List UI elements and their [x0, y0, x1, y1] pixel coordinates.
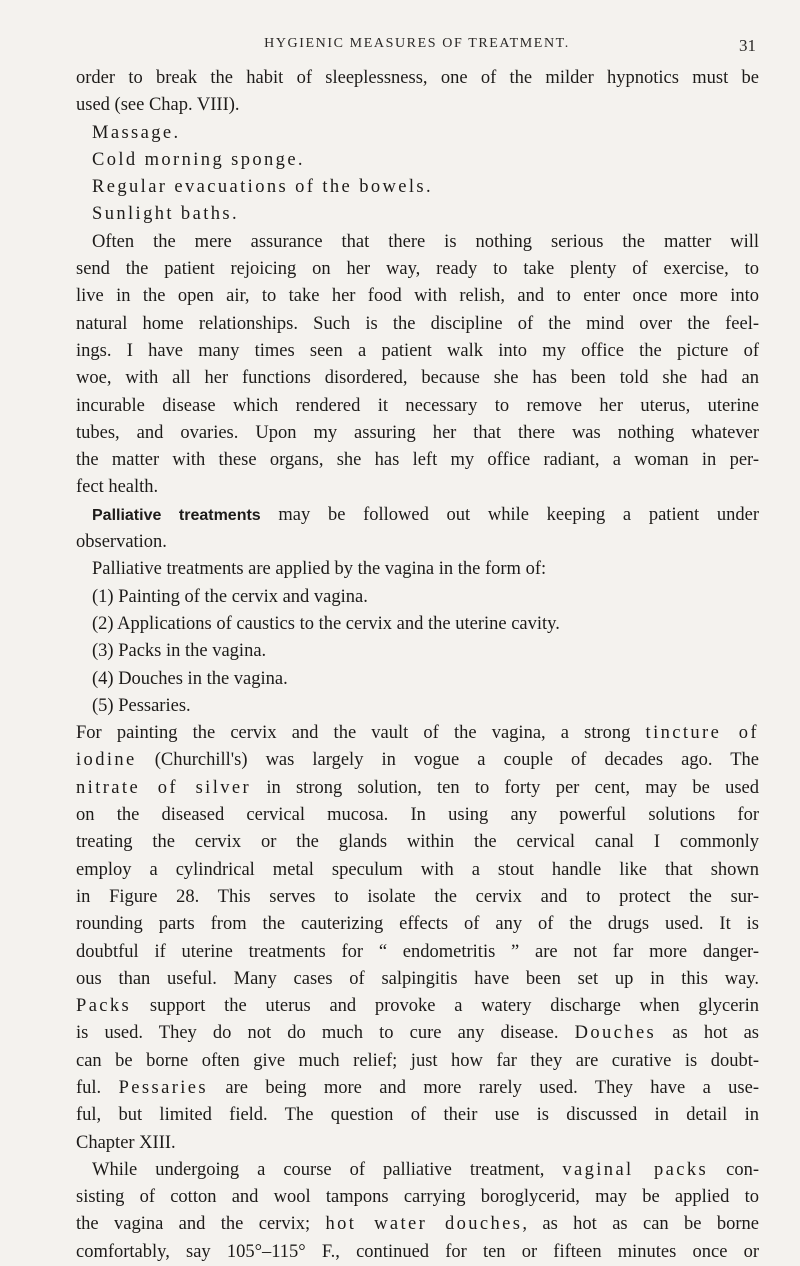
text-line: comfortably, say 105°–115° F., continued for ten or fifteen minutes once or	[76, 1241, 759, 1262]
text-line: sisting of cotton and wool tampons carrying boroglycerid, may be applied to	[76, 1187, 759, 1208]
text-line: Chapter XIII.	[76, 1132, 176, 1153]
text-line: order to break the habit of sleeplessness, one of the milder hypnotics must be	[76, 68, 759, 88]
page-header	[78, 36, 756, 56]
text-line: incurable disease which rendered it necessary to remove her uterus, uterine	[76, 395, 759, 416]
page-number: 31	[739, 36, 756, 55]
text-line: treating the cervix or the glands within the cervical canal I commonly	[76, 832, 759, 853]
text-line: Regular evacuations of the bowels.	[92, 177, 434, 198]
text-line: fect health.	[76, 477, 159, 498]
text-line: the vagina and the cervix; hot water douches, as hot as can be borne	[76, 1214, 759, 1235]
text-line: ful. Pessaries are being more and more rarely used. They have a use-	[76, 1077, 759, 1098]
text-line: Palliative treatments may be followed out while keeping a patient under	[92, 504, 759, 525]
text-line: in Figure 28. This serves to isolate the cervix and to protect the sur-	[76, 886, 759, 907]
text-line: employ a cylindrical metal speculum with a stout handle like that shown	[76, 859, 759, 880]
text-line: ous than useful. Many cases of salpingitis have been set up in this way.	[76, 968, 759, 989]
text-line: Massage.	[92, 122, 181, 143]
text-line: observation.	[76, 532, 167, 553]
text-line: used (see Chap. VIII).	[76, 95, 240, 116]
running-head: HYGIENIC MEASURES OF TREATMENT.	[264, 36, 570, 51]
text-line: iodine (Churchill's) was largely in vogue a couple of decades ago. The	[76, 750, 759, 771]
text-line: (5) Pessaries.	[92, 695, 191, 716]
text-line: While undergoing a course of palliative treatment, vaginal packs con-	[92, 1159, 759, 1180]
text-line: doubtful if uterine treatments for “ endometritis ” are not far more danger-	[76, 941, 759, 962]
text-line: Often the mere assurance that there is nothing serious the matter will	[92, 231, 759, 252]
text-line: natural home relationships. Such is the discipline of the mind over the feel-	[76, 313, 759, 334]
text-line: woe, with all her functions disordered, because she has been told she had an	[76, 368, 759, 389]
text-line: can be borne often give much relief; just how far they are curative is doubt-	[76, 1050, 759, 1071]
text-line: ful, but limited field. The question of their use is discussed in detail in	[76, 1105, 759, 1126]
text-line: Cold morning sponge.	[92, 149, 305, 170]
text-line: Packs support the uterus and provoke a watery discharge when glycerin	[76, 996, 759, 1017]
text-line: the matter with these organs, she has left my office radiant, a woman in per-	[76, 450, 759, 471]
text-line: For painting the cervix and the vault of the vagina, a strong tincture of	[76, 723, 759, 744]
text-line: live in the open air, to take her food with relish, and to enter once more into	[76, 286, 759, 307]
text-line: nitrate of silver in strong solution, ten to forty per cent, may be used	[76, 777, 759, 798]
text-line: is used. They do not do much to cure any disease. Douches as hot as	[76, 1023, 759, 1044]
text-line: (1) Painting of the cervix and vagina.	[92, 586, 368, 607]
text-line: Palliative treatments are applied by the vagina in the form of:	[92, 559, 547, 580]
text-line: (4) Douches in the vagina.	[92, 668, 288, 689]
text-line: (3) Packs in the vagina.	[92, 641, 267, 662]
text-line: (2) Applications of caustics to the cervix and the uterine cavity.	[92, 613, 560, 634]
text-line: Sunlight baths.	[92, 204, 240, 225]
body-text	[76, 65, 759, 1266]
text-line: on the diseased cervical mucosa. In using any powerful solutions for	[76, 805, 759, 826]
text-line: tubes, and ovaries. Upon my assuring her that there was nothing whatever	[76, 422, 759, 443]
text-line: rounding parts from the cauterizing effects of any of the drugs used. It is	[76, 914, 759, 935]
text-line: ings. I have many times seen a patient walk into my office the picture of	[76, 340, 759, 361]
text-line: send the patient rejoicing on her way, ready to take plenty of exercise, to	[76, 259, 759, 280]
